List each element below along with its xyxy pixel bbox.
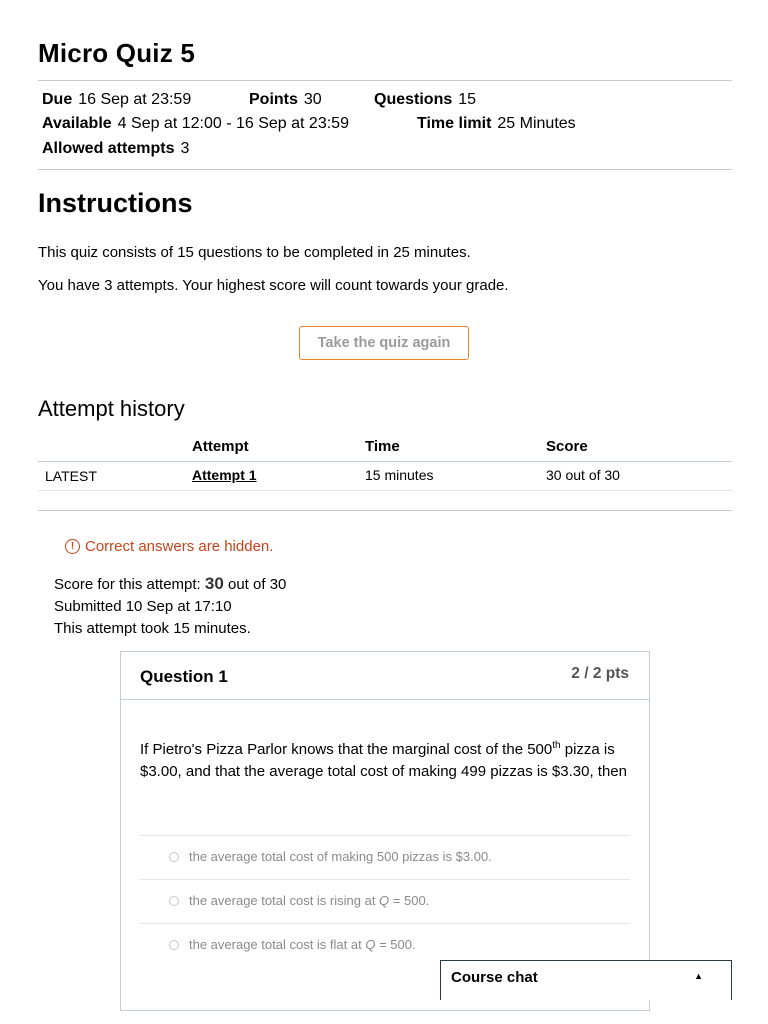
answers-hidden-warning [65, 538, 273, 555]
meta-attempts-label: Allowed attempts [42, 140, 175, 157]
question-title: Question 1 [140, 667, 228, 686]
radio-button[interactable] [169, 940, 179, 950]
meta-questions-label: Questions [374, 91, 453, 108]
question-points: 2 / 2 pts [571, 665, 629, 682]
warning-icon: ! [65, 539, 80, 554]
take-quiz-again-button[interactable]: Take the quiz again [299, 326, 469, 360]
attempt-score-summary [54, 574, 286, 594]
course-chat-label: Course chat [451, 969, 538, 986]
column-header-time: Time [365, 438, 400, 455]
score-suffix: out of 30 [228, 576, 287, 593]
question-header [121, 652, 649, 700]
answer-option-label: the average total cost of making 500 pizzas is $3.00. [189, 849, 492, 864]
course-chat-bar[interactable] [440, 960, 732, 1000]
instructions-heading: Instructions [38, 188, 193, 218]
meta-available-label: Available [42, 115, 112, 132]
meta-available [42, 115, 349, 133]
meta-attempts [42, 140, 189, 158]
meta-due [42, 91, 191, 109]
warning-text: Correct answers are hidden. [85, 538, 274, 555]
instructions-line-2: You have 3 attempts. Your highest score will count towards your grade. [38, 277, 509, 294]
meta-due-value: 16 Sep at 23:59 [78, 91, 192, 108]
meta-due-label: Due [42, 91, 73, 108]
attempt-duration: This attempt took 15 minutes. [54, 620, 251, 637]
latest-tag: LATEST [45, 468, 97, 484]
option-divider [140, 835, 630, 836]
meta-points-value: 30 [303, 91, 322, 108]
attempt-score: 30 out of 30 [546, 467, 620, 483]
option-divider [140, 879, 630, 880]
meta-time-limit-value: 25 Minutes [497, 115, 576, 132]
page-title: Micro Quiz 5 [38, 38, 195, 68]
divider [38, 510, 732, 511]
meta-points [249, 91, 322, 109]
table-row-divider [38, 490, 732, 491]
radio-button[interactable] [169, 896, 179, 906]
divider [38, 169, 732, 170]
instructions-line-1: This quiz consists of 15 questions to be completed in 25 minutes. [38, 244, 471, 261]
caret-up-icon[interactable]: ▲ [694, 971, 703, 981]
question-text-part-2: pizza is $3.00, and that the average total cost of making 499 pizzas is $3.30, then [140, 741, 627, 780]
answer-option-3[interactable] [169, 937, 416, 952]
meta-available-value: 4 Sep at 12:00 - 16 Sep at 23:59 [117, 115, 349, 132]
meta-questions-value: 15 [458, 91, 477, 108]
meta-questions [374, 91, 476, 109]
attempt-1-link[interactable]: Attempt 1 [192, 467, 257, 483]
meta-points-label: Points [249, 91, 298, 108]
attempt-time: 15 minutes [365, 467, 434, 483]
answer-option-1[interactable] [169, 849, 492, 864]
column-header-attempt: Attempt [192, 438, 249, 455]
answer-option-2[interactable] [169, 893, 429, 908]
score-prefix: Score for this attempt: [54, 576, 201, 593]
option-divider [140, 923, 630, 924]
meta-attempts-value: 3 [180, 140, 190, 157]
meta-time-limit-label: Time limit [417, 115, 492, 132]
submitted-at: Submitted 10 Sep at 17:10 [54, 598, 232, 615]
score-value: 30 [204, 574, 224, 593]
divider [38, 80, 732, 81]
question-text-superscript: th [552, 740, 561, 751]
answer-option-label: the average total cost is rising at Q = 500. [189, 893, 430, 908]
answer-option-label: the average total cost is flat at Q = 500. [189, 937, 416, 952]
column-header-score: Score [546, 438, 588, 455]
question-text [140, 735, 635, 783]
table-header-divider [38, 461, 732, 462]
question-text-part-1: If Pietro's Pizza Parlor knows that the marginal cost of the 500 [140, 741, 553, 758]
question-card [120, 651, 650, 1011]
meta-time-limit [417, 115, 576, 133]
radio-button[interactable] [169, 852, 179, 862]
attempt-history-heading: Attempt history [38, 396, 185, 421]
